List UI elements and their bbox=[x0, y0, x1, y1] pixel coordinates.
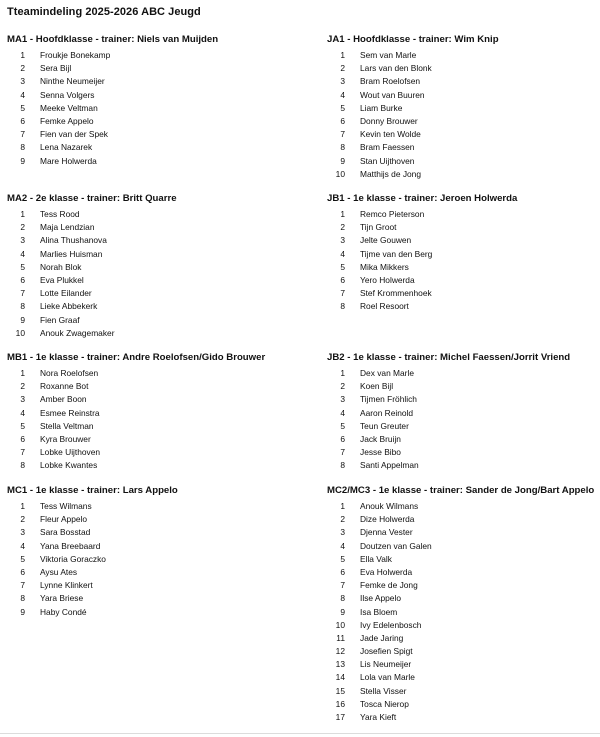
player-name: Yero Holwerda bbox=[360, 274, 415, 285]
player-name: Aysu Ates bbox=[40, 566, 78, 577]
player-row bbox=[7, 606, 292, 619]
team-title: MC2/MC3 - 1e klasse - trainer: Sander de Jong/Bart Appelo bbox=[327, 485, 595, 496]
player-list bbox=[327, 500, 600, 724]
player-number: 8 bbox=[20, 593, 25, 604]
player-number: 1 bbox=[20, 501, 25, 511]
player-name: Djenna Vester bbox=[360, 527, 413, 538]
player-number: 8 bbox=[340, 460, 345, 471]
player-row bbox=[327, 619, 600, 632]
team-title: MB1 - 1e klasse - trainer: Andre Roelofsen/Gido Brouwer bbox=[7, 352, 266, 363]
player-row bbox=[7, 234, 292, 247]
player-number: 16 bbox=[335, 698, 345, 709]
player-row bbox=[7, 89, 292, 102]
player-name: Dize Holwerda bbox=[360, 514, 415, 525]
player-number: 9 bbox=[340, 606, 345, 617]
player-number: 5 bbox=[20, 261, 25, 272]
player-number: 9 bbox=[20, 155, 25, 166]
player-row bbox=[327, 261, 600, 274]
player-name: Yara Kieft bbox=[360, 712, 397, 722]
player-number: 9 bbox=[340, 155, 345, 166]
player-number: 6 bbox=[20, 433, 25, 444]
player-number: 2 bbox=[20, 63, 25, 74]
player-number: 5 bbox=[340, 261, 345, 272]
player-name: Jesse Bibo bbox=[360, 447, 401, 458]
player-number: 4 bbox=[20, 248, 25, 259]
player-name: Tess Wilmans bbox=[40, 501, 92, 511]
player-row bbox=[7, 287, 292, 300]
player-row bbox=[327, 367, 600, 380]
player-name: Lieke Abbekerk bbox=[40, 301, 98, 312]
player-number: 1 bbox=[340, 368, 345, 378]
player-name: Esmee Reinstra bbox=[40, 407, 100, 418]
player-row bbox=[327, 208, 600, 221]
player-name: Yara Briese bbox=[40, 593, 84, 604]
player-row bbox=[7, 579, 292, 592]
player-number: 5 bbox=[20, 102, 25, 113]
player-list bbox=[7, 367, 292, 473]
player-name: Eva Holwerda bbox=[360, 566, 413, 577]
player-name: Lynne Klinkert bbox=[40, 580, 93, 591]
player-row bbox=[327, 168, 600, 181]
team-jb2 bbox=[327, 352, 600, 473]
player-row bbox=[327, 221, 600, 234]
player-name: Eva Plukkel bbox=[40, 274, 84, 285]
player-number: 10 bbox=[335, 168, 345, 179]
player-name: Froukje Bonekamp bbox=[40, 50, 111, 60]
player-row bbox=[327, 658, 600, 671]
player-number: 7 bbox=[20, 288, 25, 299]
player-number: 5 bbox=[20, 420, 25, 431]
player-name: Bram Faessen bbox=[360, 142, 415, 153]
player-row bbox=[327, 526, 600, 539]
player-name: Senna Volgers bbox=[40, 89, 95, 100]
player-row bbox=[327, 698, 600, 711]
player-row bbox=[7, 221, 292, 234]
player-number: 2 bbox=[340, 381, 345, 392]
player-number: 8 bbox=[340, 301, 345, 312]
player-number: 7 bbox=[20, 447, 25, 458]
player-number: 11 bbox=[336, 632, 345, 643]
player-number: 7 bbox=[20, 580, 25, 591]
player-number: 5 bbox=[20, 553, 25, 564]
player-list bbox=[7, 49, 292, 168]
player-row bbox=[327, 566, 600, 579]
player-name: Fien van der Spek bbox=[40, 129, 108, 140]
player-number: 6 bbox=[340, 433, 345, 444]
player-number: 8 bbox=[20, 301, 25, 312]
player-number: 13 bbox=[335, 659, 345, 670]
player-name: Anouk Zwagemaker bbox=[40, 327, 115, 338]
player-row bbox=[7, 500, 292, 513]
player-row bbox=[7, 553, 292, 566]
player-number: 4 bbox=[340, 248, 345, 259]
player-row bbox=[7, 208, 292, 221]
team-ma2 bbox=[7, 193, 292, 340]
player-name: Stef Krommenhoek bbox=[360, 288, 432, 299]
team-title: JB2 - 1e klasse - trainer: Michel Faessen/Jorrit Vriend bbox=[327, 352, 571, 363]
player-row bbox=[327, 234, 600, 247]
player-name: Lars van den Blonk bbox=[360, 63, 432, 74]
player-row bbox=[7, 102, 292, 115]
player-row bbox=[327, 632, 600, 645]
player-name: Kevin ten Wolde bbox=[360, 129, 421, 140]
player-row bbox=[7, 566, 292, 579]
player-row bbox=[327, 407, 600, 420]
player-row bbox=[327, 102, 600, 115]
player-row bbox=[327, 155, 600, 168]
player-name: Sera Bijl bbox=[40, 63, 72, 74]
player-name: Lobke Uijthoven bbox=[40, 447, 101, 458]
player-name: Kyra Brouwer bbox=[40, 433, 91, 444]
player-row bbox=[327, 300, 600, 313]
player-name: Lena Nazarek bbox=[40, 142, 93, 153]
player-number: 2 bbox=[340, 63, 345, 74]
player-number: 3 bbox=[340, 235, 345, 246]
player-row bbox=[327, 579, 600, 592]
player-row bbox=[7, 433, 292, 446]
player-name: Donny Brouwer bbox=[360, 115, 418, 126]
player-number: 5 bbox=[340, 553, 345, 564]
player-name: Sem van Marle bbox=[360, 50, 417, 60]
player-number: 4 bbox=[20, 540, 25, 551]
player-row bbox=[327, 128, 600, 141]
team-ja1 bbox=[327, 34, 600, 181]
player-row bbox=[327, 446, 600, 459]
player-number: 8 bbox=[340, 593, 345, 604]
player-number: 6 bbox=[340, 566, 345, 577]
player-number: 8 bbox=[340, 142, 345, 153]
player-name: Teun Greuter bbox=[360, 420, 409, 431]
player-row bbox=[327, 513, 600, 526]
player-number: 9 bbox=[20, 606, 25, 617]
player-name: Santi Appelman bbox=[360, 460, 419, 471]
player-name: Matthijs de Jong bbox=[360, 168, 421, 179]
player-name: Tess Rood bbox=[40, 209, 80, 219]
player-name: Lola van Marle bbox=[360, 672, 415, 683]
player-row bbox=[7, 407, 292, 420]
player-name: Dex van Marle bbox=[360, 368, 414, 378]
player-row bbox=[7, 248, 292, 261]
player-row bbox=[7, 49, 292, 62]
player-number: 4 bbox=[340, 540, 345, 551]
player-number: 15 bbox=[335, 685, 345, 696]
team-title: JB1 - 1e klasse - trainer: Jeroen Holwerda bbox=[327, 193, 518, 204]
player-row bbox=[327, 553, 600, 566]
player-row bbox=[7, 420, 292, 433]
player-number: 1 bbox=[340, 50, 345, 60]
player-name: Stan Uijthoven bbox=[360, 155, 415, 166]
player-name: Stella Visser bbox=[360, 685, 407, 696]
player-number: 3 bbox=[340, 76, 345, 87]
player-number: 1 bbox=[20, 50, 25, 60]
player-row bbox=[327, 540, 600, 553]
player-list bbox=[327, 367, 600, 473]
player-number: 8 bbox=[20, 460, 25, 471]
player-number: 1 bbox=[20, 209, 25, 219]
player-number: 6 bbox=[340, 274, 345, 285]
player-name: Yana Breebaard bbox=[40, 540, 101, 551]
player-row bbox=[7, 513, 292, 526]
player-row bbox=[327, 274, 600, 287]
player-number: 14 bbox=[335, 672, 345, 683]
player-number: 10 bbox=[335, 619, 345, 630]
player-number: 3 bbox=[20, 76, 25, 87]
player-name: Ivy Edelenbosch bbox=[360, 619, 422, 630]
player-row bbox=[327, 420, 600, 433]
player-number: 6 bbox=[20, 566, 25, 577]
player-row bbox=[7, 380, 292, 393]
player-row bbox=[7, 367, 292, 380]
player-name: Roxanne Bot bbox=[40, 381, 89, 392]
player-name: Bram Roelofsen bbox=[360, 76, 421, 87]
player-list bbox=[7, 500, 292, 619]
player-row bbox=[327, 248, 600, 261]
player-row bbox=[7, 128, 292, 141]
player-row bbox=[327, 685, 600, 698]
player-row bbox=[7, 526, 292, 539]
player-name: Aaron Reinold bbox=[360, 407, 414, 418]
player-row bbox=[7, 75, 292, 88]
player-row bbox=[7, 327, 292, 340]
player-name: Stella Veltman bbox=[40, 420, 94, 431]
player-name: Lotte Eilander bbox=[40, 288, 92, 299]
team-mb1 bbox=[7, 352, 292, 473]
player-list bbox=[327, 49, 600, 181]
player-row bbox=[327, 592, 600, 605]
player-row bbox=[327, 115, 600, 128]
player-number: 2 bbox=[20, 222, 25, 233]
team-jb1 bbox=[327, 193, 600, 314]
player-list bbox=[327, 208, 600, 314]
player-row bbox=[327, 711, 600, 724]
player-number: 5 bbox=[340, 102, 345, 113]
player-name: Jack Bruijn bbox=[360, 433, 401, 444]
player-number: 1 bbox=[340, 209, 345, 219]
player-row bbox=[7, 446, 292, 459]
player-number: 4 bbox=[340, 89, 345, 100]
page-bottom-divider bbox=[0, 733, 600, 734]
player-number: 4 bbox=[20, 407, 25, 418]
player-name: Meeke Veltman bbox=[40, 102, 98, 113]
player-number: 7 bbox=[340, 288, 345, 299]
player-number: 1 bbox=[20, 368, 25, 378]
player-name: Alina Thushanova bbox=[40, 235, 107, 246]
player-name: Mika Mikkers bbox=[360, 261, 409, 272]
player-name: Roel Resoort bbox=[360, 301, 409, 312]
player-number: 12 bbox=[335, 646, 345, 657]
player-number: 6 bbox=[20, 274, 25, 285]
player-name: Viktoria Goraczko bbox=[40, 553, 106, 564]
player-number: 2 bbox=[20, 514, 25, 525]
player-number: 10 bbox=[15, 327, 25, 338]
player-name: Ella Valk bbox=[360, 553, 392, 564]
player-row bbox=[7, 459, 292, 472]
player-name: Doutzen van Galen bbox=[360, 540, 432, 551]
team-mc1 bbox=[7, 485, 292, 619]
player-row bbox=[7, 540, 292, 553]
team-ma1 bbox=[7, 34, 292, 168]
player-number: 7 bbox=[340, 129, 345, 140]
player-row bbox=[327, 141, 600, 154]
player-name: Remco Pieterson bbox=[360, 209, 425, 219]
player-number: 3 bbox=[340, 394, 345, 405]
player-number: 7 bbox=[340, 447, 345, 458]
player-number: 9 bbox=[20, 314, 25, 325]
player-row bbox=[7, 592, 292, 605]
player-number: 2 bbox=[340, 222, 345, 233]
player-name: Tosca Nierop bbox=[360, 698, 409, 709]
player-name: Maja Lendzian bbox=[40, 222, 95, 233]
player-number: 4 bbox=[340, 407, 345, 418]
player-number: 1 bbox=[340, 501, 345, 511]
player-row bbox=[7, 155, 292, 168]
player-name: Josefien Spigt bbox=[360, 646, 413, 657]
player-name: Ninthe Neumeijer bbox=[40, 76, 105, 87]
player-name: Wout van Buuren bbox=[360, 89, 425, 100]
player-number: 5 bbox=[340, 420, 345, 431]
player-name: Marlies Huisman bbox=[40, 248, 103, 259]
player-row bbox=[327, 500, 600, 513]
player-name: Tijmen Fröhlich bbox=[360, 394, 417, 405]
player-name: Mare Holwerda bbox=[40, 155, 97, 166]
player-name: Haby Condé bbox=[40, 606, 87, 617]
player-row bbox=[327, 49, 600, 62]
player-row bbox=[327, 393, 600, 406]
player-number: 2 bbox=[340, 514, 345, 525]
player-number: 6 bbox=[20, 115, 25, 126]
player-list bbox=[7, 208, 292, 340]
player-row bbox=[327, 459, 600, 472]
player-name: Ilse Appelo bbox=[360, 593, 401, 604]
player-number: 4 bbox=[20, 89, 25, 100]
player-row bbox=[7, 141, 292, 154]
player-number: 3 bbox=[20, 235, 25, 246]
player-name: Norah Blok bbox=[40, 261, 82, 272]
player-row bbox=[327, 645, 600, 658]
player-number: 3 bbox=[20, 527, 25, 538]
player-row bbox=[7, 261, 292, 274]
player-name: Tijn Groot bbox=[360, 222, 397, 233]
player-name: Fien Graaf bbox=[40, 314, 80, 325]
player-row bbox=[327, 606, 600, 619]
player-row bbox=[7, 300, 292, 313]
team-title: MA1 - Hoofdklasse - trainer: Niels van Muijden bbox=[7, 34, 219, 45]
team-title: MA2 - 2e klasse - trainer: Britt Quarre bbox=[7, 193, 177, 204]
player-name: Tijme van den Berg bbox=[360, 248, 433, 259]
team-title: JA1 - Hoofdklasse - trainer: Wim Knip bbox=[327, 34, 499, 45]
player-row bbox=[327, 433, 600, 446]
player-row bbox=[327, 671, 600, 684]
player-row bbox=[7, 393, 292, 406]
player-name: Jelte Gouwen bbox=[360, 235, 412, 246]
player-name: Femke Appelo bbox=[40, 115, 94, 126]
player-number: 6 bbox=[340, 115, 345, 126]
player-number: 2 bbox=[20, 381, 25, 392]
player-number: 7 bbox=[340, 580, 345, 591]
player-row bbox=[327, 62, 600, 75]
player-name: Amber Boon bbox=[40, 394, 87, 405]
player-name: Sara Bosstad bbox=[40, 527, 91, 538]
player-name: Koen Bijl bbox=[360, 381, 394, 392]
player-row bbox=[327, 380, 600, 393]
player-row bbox=[327, 75, 600, 88]
player-number: 3 bbox=[20, 394, 25, 405]
player-row bbox=[7, 314, 292, 327]
player-row bbox=[7, 115, 292, 128]
player-row bbox=[7, 62, 292, 75]
player-name: Anouk Wilmans bbox=[360, 501, 419, 511]
player-number: 7 bbox=[20, 129, 25, 140]
player-row bbox=[7, 274, 292, 287]
player-number: 17 bbox=[335, 712, 345, 722]
player-name: Fleur Appelo bbox=[40, 514, 88, 525]
player-name: Nora Roelofsen bbox=[40, 368, 99, 378]
player-name: Lis Neumeijer bbox=[360, 659, 412, 670]
player-name: Isa Bloem bbox=[360, 606, 398, 617]
player-row bbox=[327, 287, 600, 300]
player-number: 8 bbox=[20, 142, 25, 153]
player-name: Jade Jaring bbox=[360, 632, 404, 643]
team-title: MC1 - 1e klasse - trainer: Lars Appelo bbox=[7, 485, 178, 496]
player-row bbox=[327, 89, 600, 102]
document-title: Tteamindeling 2025-2026 ABC Jeugd bbox=[7, 6, 201, 18]
team-mc2mc3 bbox=[327, 485, 600, 724]
player-number: 3 bbox=[340, 527, 345, 538]
player-name: Liam Burke bbox=[360, 102, 403, 113]
player-name: Lobke Kwantes bbox=[40, 460, 98, 471]
player-name: Femke de Jong bbox=[360, 580, 418, 591]
